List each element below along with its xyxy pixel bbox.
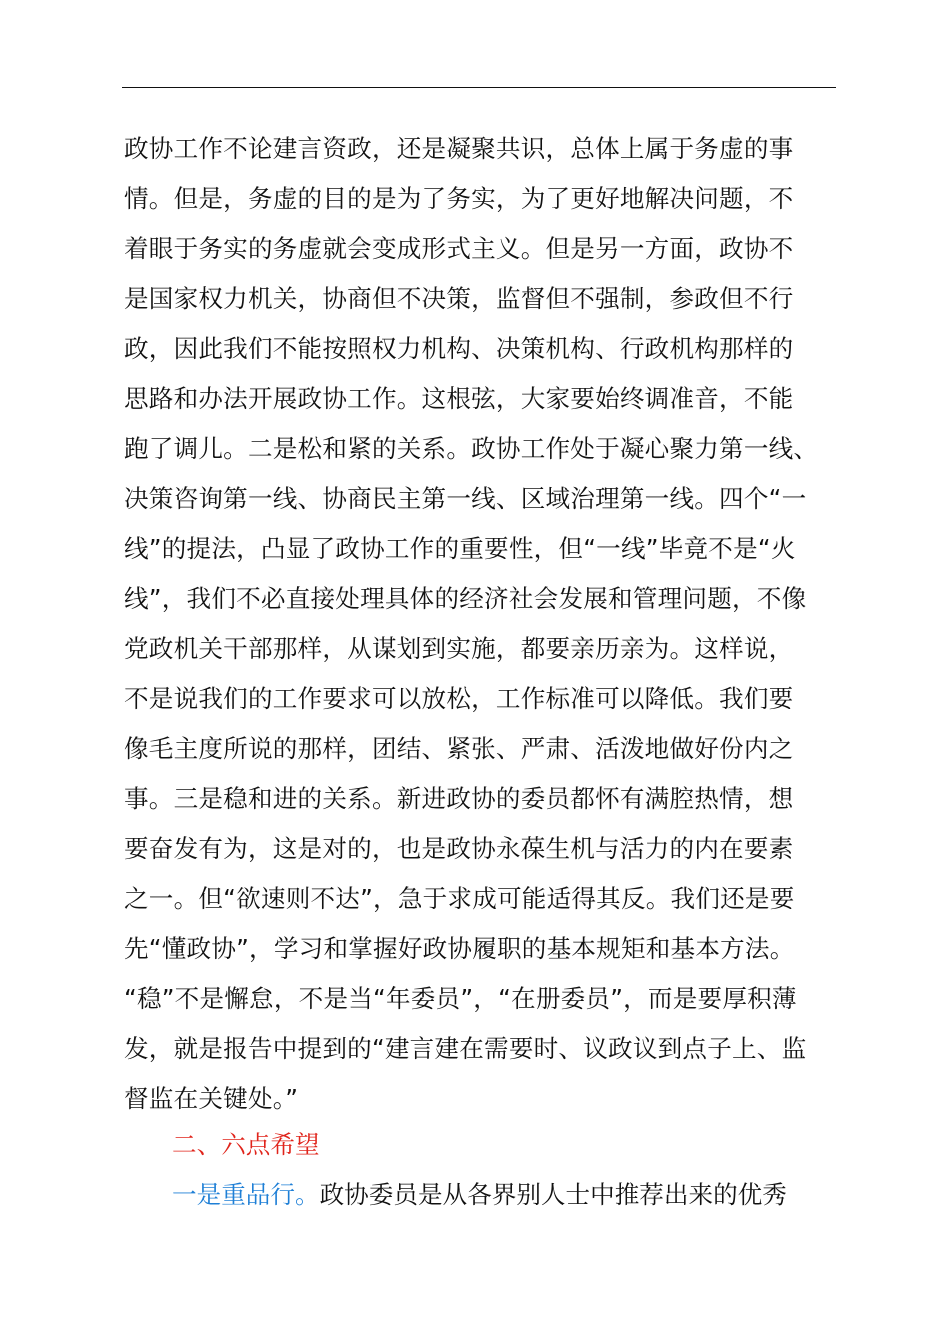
- paragraph-line: 是国家权力机关，协商但不决策，监督但不强制，参政但不行: [124, 284, 794, 313]
- paragraph-line: 思路和办法开展政协工作。这根弦，大家要始终调准音，不能: [124, 384, 794, 413]
- paragraph-line: 像毛主度所说的那样，团结、紧张、严肃、活泼地做好份内之: [124, 734, 794, 763]
- body-paragraph: [124, 124, 840, 1124]
- paragraph-line: 着眼于务实的务虚就会变成形式主义。但是另一方面，政协不: [124, 234, 794, 263]
- paragraph-line: 党政机关干部那样，从谋划到实施，都要亲历亲为。这样说，: [124, 634, 794, 663]
- paragraph-line: 之一。但“欲速则不达”，急于求成可能适得其反。我们还是要: [124, 884, 795, 913]
- paragraph-line: 事。三是稳和进的关系。新进政协的委员都怀有满腔热情，想: [124, 784, 794, 813]
- paragraph-line: 政协工作不论建言资政，还是凝聚共识，总体上属于务虚的事: [124, 134, 794, 163]
- section-heading: 二、六点希望: [172, 1130, 320, 1159]
- paragraph-line: 督监在关键处。”: [124, 1084, 299, 1113]
- highlight-phrase: 一是重品行。: [172, 1180, 320, 1209]
- paragraph-line: 线”的提法，凸显了政协工作的重要性，但“一线”毕竟不是“火: [124, 534, 796, 563]
- paragraph-line: “稳”不是懈怠，不是当“年委员”，“在册委员”，而是要厚积薄: [124, 984, 797, 1013]
- header-rule: [122, 87, 836, 88]
- paragraph-line: 发，就是报告中提到的“建言建在需要时、议政议到点子上、监: [124, 1034, 807, 1063]
- paragraph-line: 线”，我们不必直接处理具体的经济社会发展和管理问题，不像: [124, 584, 807, 613]
- paragraph-line: 先“懂政协”，学习和掌握好政协履职的基本规矩和基本方法。: [124, 934, 795, 963]
- paragraph-line: 情。但是，务虚的目的是为了务实，为了更好地解决问题，不: [124, 184, 794, 213]
- last-paragraph: [172, 1170, 787, 1220]
- paragraph-line: 不是说我们的工作要求可以放松，工作标准可以降低。我们要: [124, 684, 794, 713]
- paragraph-line: 决策咨询第一线、协商民主第一线、区域治理第一线。四个“一: [124, 484, 807, 513]
- paragraph-line: 要奋发有为，这是对的，也是政协永葆生机与活力的内在要素: [124, 834, 794, 863]
- paragraph-line: 政，因此我们不能按照权力机构、决策机构、行政机构那样的: [124, 334, 794, 363]
- paragraph-line: 跑了调儿。二是松和紧的关系。政协工作处于凝心聚力第一线、: [124, 434, 819, 463]
- last-paragraph-text: 政协委员是从各界别人士中推荐出来的优秀: [319, 1180, 787, 1209]
